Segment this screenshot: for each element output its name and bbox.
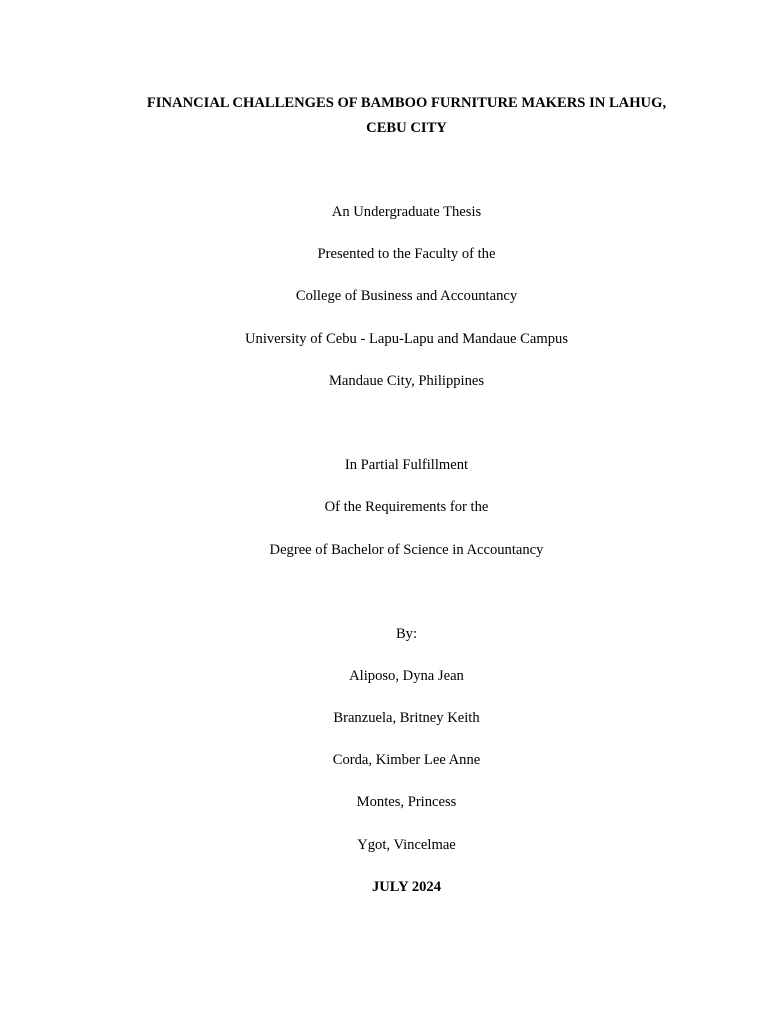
author-name: Branzuela, Britney Keith <box>333 710 480 726</box>
submission-date: JULY 2024 <box>371 879 442 895</box>
thesis-title-line-2: CEBU CITY <box>366 120 447 136</box>
university-name: University of Cebu - Lapu-Lapu and Mandaue Campus <box>244 331 568 347</box>
fulfillment-line-1: In Partial Fulfillment <box>344 457 469 473</box>
fulfillment-line-2: Of the Requirements for the <box>324 499 489 515</box>
authors-label: By: <box>395 626 418 642</box>
author-name: Aliposo, Dyna Jean <box>349 668 464 684</box>
thesis-title-line-1: FINANCIAL CHALLENGES OF BAMBOO FURNITURE MAKERS IN LAHUG, <box>146 95 667 111</box>
author-name: Corda, Kimber Lee Anne <box>332 752 481 768</box>
presented-to: Presented to the Faculty of the <box>317 246 496 262</box>
degree-name: Degree of Bachelor of Science in Accountancy <box>269 542 544 558</box>
author-name: Ygot, Vincelmae <box>357 837 456 853</box>
university-location: Mandaue City, Philippines <box>328 373 485 389</box>
thesis-type: An Undergraduate Thesis <box>331 204 482 220</box>
author-name: Montes, Princess <box>356 794 457 810</box>
college-name: College of Business and Accountancy <box>295 288 518 304</box>
